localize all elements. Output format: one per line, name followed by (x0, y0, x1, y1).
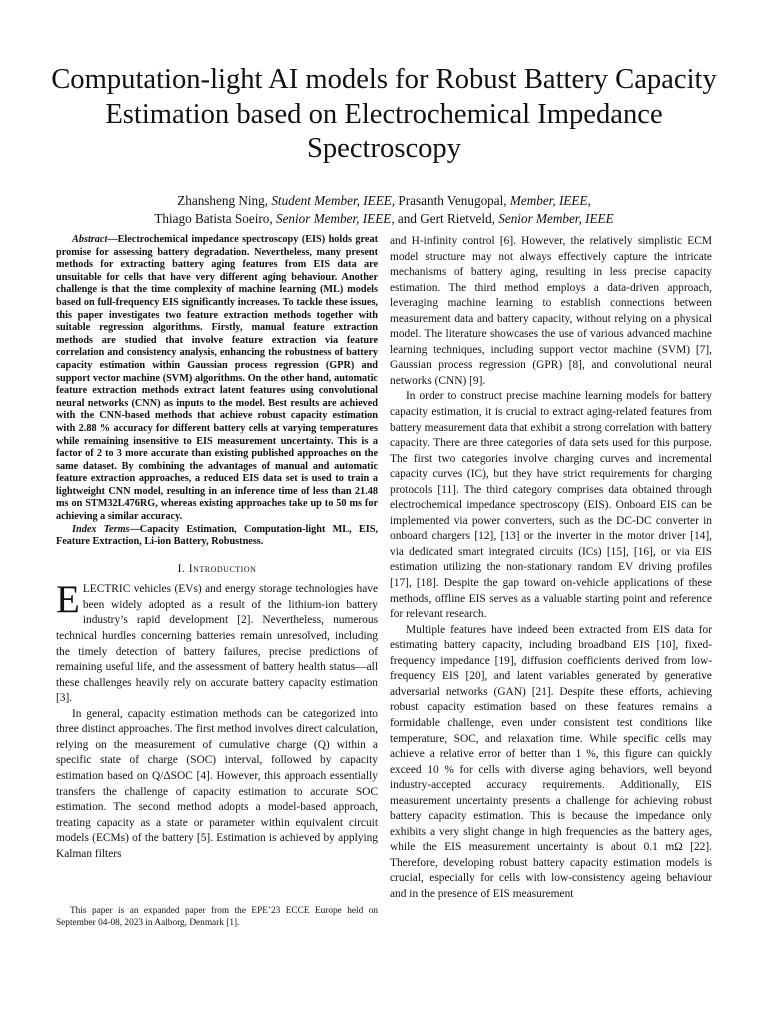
author-name: Thiago Batista Soeiro, (154, 210, 273, 226)
author-name: Prasanth Venugopal, (398, 193, 507, 208)
intro-paragraph-4: Multiple features have indeed been extracted from EIS data for estimating battery capacity, including broadband EIS [10], fixed-frequency impedance [19], diffusion coefficients derived from low-frequency EIS [20], and latent variables generated by generative adversarial networks (GAN) [21]. Despite these efforts, achieving robust capacity estimation based on these features remains a formidable challenge, even under consistent test conditions like temperature, SOC, and relaxation time. While specific cells may achieve a relative error of better than 1 %, this figure can quickly exceed 10 % for cells with diverse aging behaviors, well beyond industry-accepted accuracy requirements. Additionally, EIS measurement uncertainty presents a challenge for achieving robust battery capacity estimation. This is because the impedance only exhibits a very slight change in high frequencies as the battery ages, while the EIS measurement uncertainty is about 0.1 mΩ [22]. Therefore, developing robust battery capacity estimation models is crucial, especially for cells with low-consistency ageing behaviour and in the presence of EIS measurement (390, 623, 712, 900)
index-terms (56, 524, 378, 549)
index-terms-text: —Capacity Estimation, Computation-light ML, EIS, Feature Extraction, Li-ion Battery, Robustness. (56, 523, 378, 548)
section-title: Introduction (188, 561, 257, 575)
index-terms-label: Index Terms (72, 523, 130, 535)
intro-paragraph-2-continued: and H-infinity control [6]. However, the relatively simplistic ECM model structure may not always effectively capture the intricate mechanisms of battery aging, resulting in less precise capacity estimation. The third method employs a data-driven approach, leveraging machine learning to establish connections between measurement data and battery capacity, without relying on a physical model. The literature showcases the use of various advanced machine learning techniques, including support vector machine (SVM) [7], Gaussian process regression (GPR) [8], and convolutional neural networks (CNN) [9]. (390, 235, 712, 387)
author-name: Zhansheng Ning, (177, 193, 269, 208)
intro-paragraph-3: In order to construct precise machine learning models for battery capacity estimation, it is crucial to extract aging-related features from battery measurement data that exhibit a strong correlation with battery capacity. There are three categories of data sets used for this purpose. The first two categories involve charging curves and incremental capacity curves (IC), but they have strict requirements for charging protocols [11]. The third category comprises data obtained through electrochemical impedance spectroscopy (EIS). Onboard EIS can be implemented via power converters, such as the DC-DC converter in onboard chargers [12], [13] or the inverter in the motor driver [14], via dedicated smart integrated circuits (ICs) [15], [16], or via EIS estimation utilizing the non-stationary random EV driving profiles [17], [18]. Despite the gap toward on-vehicle applications of these methods, offline EIS serves as a valuable starting point and reference for relevant research. (390, 390, 712, 621)
author-line-2 (40, 210, 728, 228)
intro-paragraph-1-text: vehicles (EVs) and energy storage technologies have been widely adopted as a result of the lithium-ion battery industry’s rapid development [2]. Nevertheless, numerous technical hurdles concerning batteries remain unresolved, including the timely detection of battery failures, precise predictions of remaining useful life, and the assessment of battery health status—all these challenges heavily rely on accurate battery capacity estimation [3]. (56, 583, 378, 705)
right-column (390, 234, 712, 903)
abstract (56, 234, 378, 524)
section-heading-introduction (56, 561, 378, 577)
author-line-1 (40, 192, 728, 210)
author-role: Member, IEEE, (509, 193, 591, 208)
intro-paragraph-1 (56, 578, 378, 706)
author-name: and Gert Rietveld, (397, 210, 495, 226)
paper-title: Computation-light AI models for Robust Battery Capacity Estimation based on Electrochemical Impedance Spectroscopy (51, 64, 717, 165)
author-role: Senior Member, IEEE, (275, 210, 395, 226)
footnote: This paper is an expanded paper from the EPE’23 ECCE Europe held on September 04-08, 2023 in Aalborg, Denmark [1]. (56, 906, 378, 928)
left-column (56, 234, 378, 862)
author-list (40, 192, 728, 227)
drop-cap: E (56, 578, 80, 622)
abstract-text: —Electrochemical impedance spectroscopy (EIS) holds great promise for assessing battery degradation. Nevertheless, many present methods for extracting battery aging features from EIS data are unsuitable for cells that have very different aging behaviour. Another challenge is that the time complexity of machine learning (ML) models based on full-frequency EIS significantly increases. To tackle these issues, this paper investigates two feature extraction methods together with suitable regression algorithms. Firstly, manual feature extraction methods are studied that involve feature extraction via feature correlation and consistency analysis, enhancing the robustness of battery capacity estimation within Gaussian process regression (GPR) and support vector machine (SVM) algorithms. On the other hand, automatic feature extraction methods extract latent features using convolutional neural networks (CNN) as inputs to the model. Best results are achieved with the CNN-based methods that achieve robust capacity estimation with 2.88 % accuracy for different battery cells at varying temperatures while remaining insensitive to EIS measurement uncertainty. This is a factor of 2 to 3 more accurate than existing published approaches on the same dataset. By combining the advantages of manual and automatic feature extraction approaches, a reduced EIS data set is used to train a lightweight CNN model, resulting in an inference time of less than 21.48 ms on STM32L476RG, whereas existing approaches take up to 50 ms for achieving a similar accuracy. (56, 234, 378, 523)
author-role: Student Member, IEEE, (271, 193, 396, 208)
intro-paragraph-2: In general, capacity estimation methods can be categorized into three distinct approaches. The first method involves direct calculation, relying on the measurement of cumulative charge (Q) within a specific state of charge (SOC) interval, followed by capacity estimation based on Q/ΔSOC [4]. However, this approach essentially transfers the challenge of capacity estimation to accurate SOC estimation. The second method adopts a model-based approach, treating capacity as a state or parameter within equivalent circuit models (ECMs) of the battery [5]. Estimation is achieved by applying Kalman filters (56, 707, 378, 860)
section-numeral: I. (177, 561, 189, 575)
author-role: Senior Member, IEEE (498, 210, 614, 226)
intro-first-word: LECTRIC (82, 583, 131, 596)
abstract-label: Abstract (72, 234, 108, 245)
